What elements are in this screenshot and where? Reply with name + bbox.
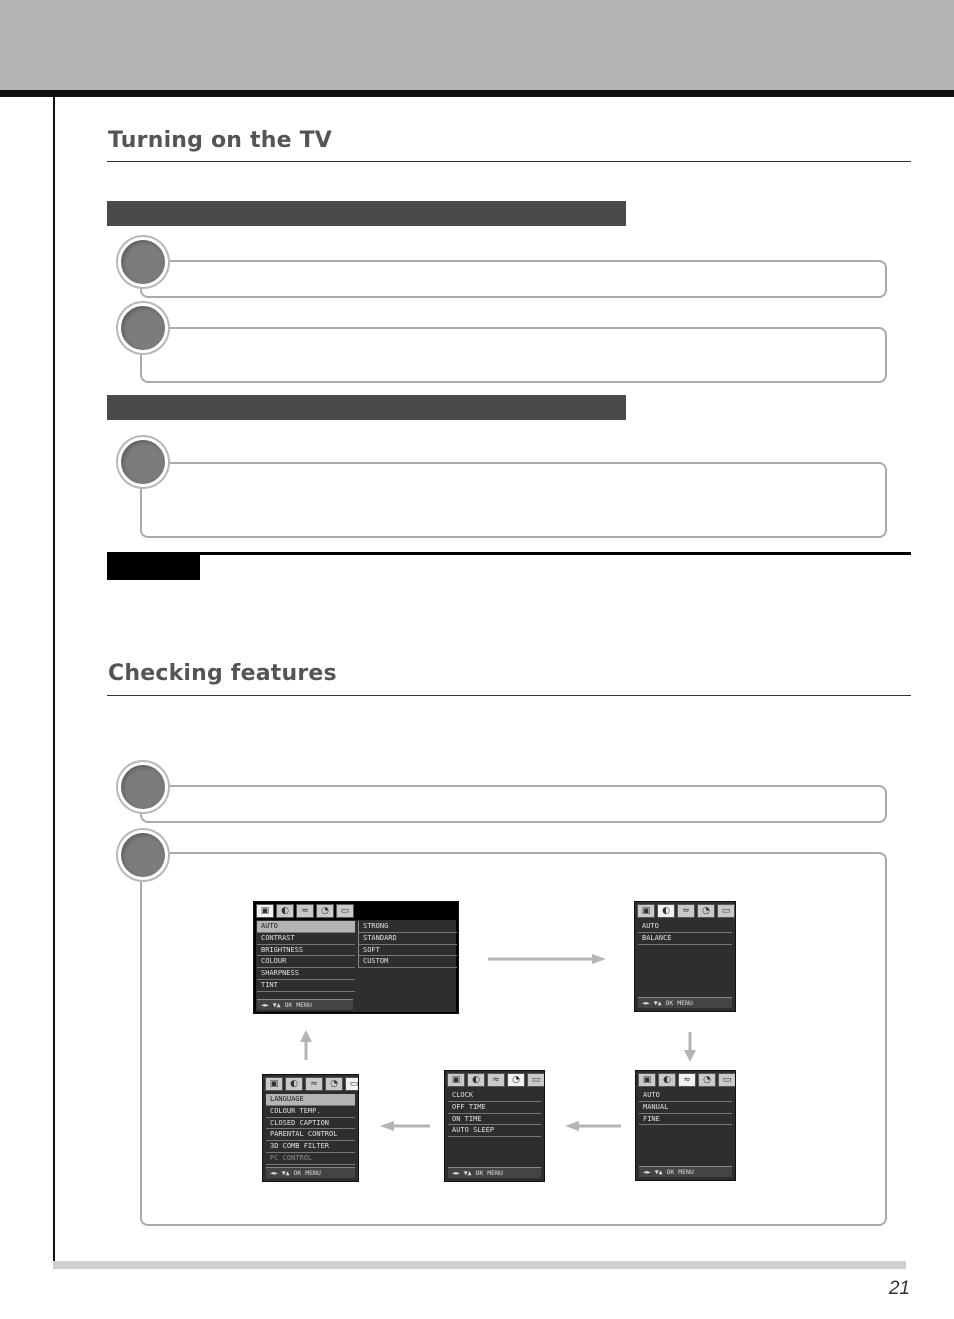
channel-menu-screen (635, 1070, 736, 1181)
picture-menu-list (257, 921, 355, 992)
note-rule (107, 552, 911, 555)
section-rule (107, 161, 911, 162)
page-number: 21 (888, 1278, 910, 1299)
channel-icon: ≈ (677, 904, 695, 918)
submenu-item: STRONG (359, 921, 457, 933)
arrow-down-icon (681, 1030, 699, 1064)
picture-icon: ▣ (638, 1073, 656, 1087)
timer-icon: ◔ (325, 1077, 343, 1091)
menu-icon-row (637, 904, 735, 918)
menu-item: CLOSED CAPTION (266, 1118, 355, 1130)
channel-menu-list (639, 1090, 732, 1125)
timer-icon: ◔ (697, 904, 715, 918)
sound-icon: ◐ (467, 1073, 485, 1087)
picture-icon: ▣ (265, 1077, 283, 1091)
section-rule (107, 695, 911, 696)
menu-footer: ◄► ▼▲ OK MENU (639, 1166, 732, 1177)
menu-item: PARENTAL CONTROL (266, 1129, 355, 1141)
menu-icon-row (447, 1073, 545, 1087)
header-band (0, 0, 954, 90)
menu-item: CONTRAST (257, 933, 355, 945)
sound-icon: ◐ (658, 1073, 676, 1087)
timer-menu-screen (444, 1070, 545, 1182)
sound-menu-screen (634, 901, 736, 1012)
sound-icon: ◐ (657, 904, 675, 918)
timer-menu-list (448, 1090, 541, 1137)
channel-icon: ≈ (305, 1077, 323, 1091)
step-box (140, 327, 887, 383)
channel-icon: ≈ (678, 1073, 696, 1087)
sound-icon: ◐ (276, 904, 294, 918)
picture-icon: ▣ (447, 1073, 465, 1087)
menu-item: ON TIME (448, 1114, 541, 1126)
menu-item: OFF TIME (448, 1102, 541, 1114)
menu-icon-row (265, 1077, 359, 1091)
menu-item: AUTO (639, 1090, 732, 1102)
setup-icon: ▭ (527, 1073, 545, 1087)
subheading-bar (107, 201, 626, 226)
header-rule (0, 90, 954, 97)
setup-icon: ▭ (717, 904, 735, 918)
step-number-circle (118, 762, 168, 812)
timer-icon: ◔ (316, 904, 334, 918)
arrow-up-icon (297, 1028, 315, 1062)
note-label (107, 555, 200, 580)
step-box (140, 260, 887, 298)
picture-icon: ▣ (256, 904, 274, 918)
menu-item: COLOUR TEMP. (266, 1106, 355, 1118)
menu-item: 3D COMB FILTER (266, 1141, 355, 1153)
menu-item: TINT (257, 980, 355, 992)
step-number-circle (118, 303, 168, 353)
menu-footer: ◄► ▼▲ OK MENU (257, 999, 353, 1010)
step-number-circle (118, 237, 168, 287)
menu-item: SHARPNESS (257, 968, 355, 980)
submenu-item: CUSTOM (359, 956, 457, 968)
menu-item: AUTO (638, 921, 732, 933)
menu-icon-row (638, 1073, 736, 1087)
sound-menu-list (638, 921, 732, 945)
menu-item: PC CONTROL (266, 1153, 355, 1165)
arrow-right-icon (486, 951, 608, 967)
menu-item: AUTO (257, 921, 355, 933)
menu-item: BRIGHTNESS (257, 945, 355, 957)
submenu-item: SOFT (359, 945, 457, 957)
section-title-turning-on: Turning on the TV (108, 128, 333, 153)
menu-footer: ◄► ▼▲ OK MENU (448, 1167, 541, 1178)
left-margin-rule (53, 97, 55, 1267)
menu-item: MANUAL (639, 1102, 732, 1114)
menu-item: CLOCK (448, 1090, 541, 1102)
menu-item: BALANCE (638, 933, 732, 945)
menu-footer: ◄► ▼▲ OK MENU (266, 1167, 355, 1178)
picture-menu-screen (253, 901, 459, 1014)
menu-item: AUTO SLEEP (448, 1125, 541, 1137)
menu-item: LANGUAGE (266, 1094, 355, 1106)
setup-icon: ▭ (336, 904, 354, 918)
step-box (140, 462, 887, 538)
step-box (140, 785, 887, 823)
channel-icon: ≈ (296, 904, 314, 918)
footer-band (53, 1261, 906, 1269)
timer-icon: ◔ (507, 1073, 525, 1087)
setup-menu-list (266, 1094, 355, 1165)
setup-icon: ▭ (345, 1077, 359, 1091)
arrow-left-icon (563, 1118, 623, 1134)
submenu-item: STANDARD (359, 933, 457, 945)
setup-icon: ▭ (718, 1073, 736, 1087)
arrow-left-icon (378, 1118, 432, 1134)
step-number-circle (118, 437, 168, 487)
channel-icon: ≈ (487, 1073, 505, 1087)
subheading-bar (107, 395, 626, 420)
setup-menu-screen (262, 1074, 359, 1182)
menu-icon-row (256, 904, 354, 918)
menu-footer: ◄► ▼▲ OK MENU (638, 997, 732, 1008)
section-title-checking: Checking features (108, 661, 337, 686)
step-number-circle (118, 830, 168, 880)
picture-icon: ▣ (637, 904, 655, 918)
picture-submenu-list (358, 921, 457, 968)
menu-item: COLOUR (257, 956, 355, 968)
menu-item: FINE (639, 1114, 732, 1126)
sound-icon: ◐ (285, 1077, 303, 1091)
timer-icon: ◔ (698, 1073, 716, 1087)
